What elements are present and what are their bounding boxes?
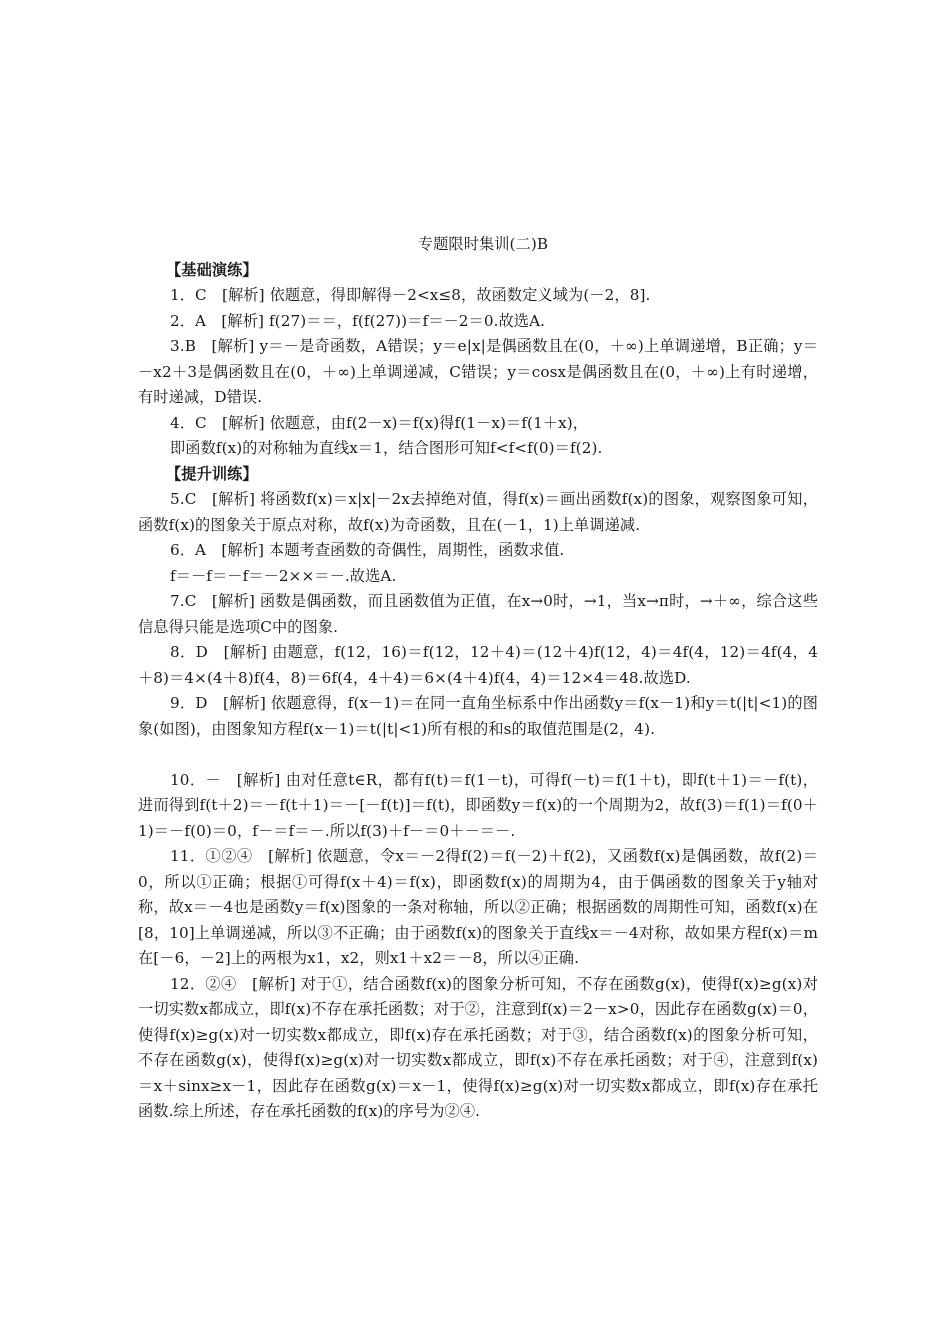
answer-item-4: 4．C [解析] 依题意，由f(2－x)＝f(x)得f(1－x)＝f(1＋x)， xyxy=(170,413,589,432)
answer-item-6: 6．A [解析] 本题考查函数的奇偶性，周期性，函数求值. xyxy=(170,541,565,559)
answer-item-8: 8．D [解析] 由题意，f(12，16)＝f(12，12＋4)＝(12＋4)f(12，4)＝4f(4，12)＝4f(4，4＋8)＝4×(4＋8)f(4，8)＝6f(4，4＋4)＝6×(4＋4)f(4，4)＝12×4＝48.故选D. xyxy=(138,643,818,687)
answer-item-1: 1．C [解析] 依题意，得即解得－2<x≤8，故函数定义域为(－2，8]. xyxy=(170,286,651,304)
answer-item-7: 7.C [解析] 函数是偶函数，而且函数值为正值，在x→0时，→1，当x→π时，→＋∞，综合这些信息得只能是选项C中的图象. xyxy=(138,592,818,636)
answer-item-10: 10．－ [解析] 由对任意t∈R，都有f(t)＝f(1－t)，可得f(－t)＝f(1＋t)，即f(t＋1)＝－f(t)，进而得到f(t＋2)＝－f(t＋1)＝－[－f(t)]＝f(t)，即函数y＝f(x)的一个周期为2，故f(3)＝f(1)＝f(0＋1)＝－f(0)＝0，f－＝f＝－.所以f(3)＋f－＝0＋－＝－. xyxy=(138,770,818,840)
paragraph-gap xyxy=(138,742,818,768)
document-title: 专题限时集训(二)B xyxy=(417,235,549,253)
answer-item-11: 11．①②④ [解析] 依题意，令x＝－2得f(2)＝f(－2)＋f(2)，又函数f(x)是偶函数，故f(2)＝0，所以①正确；根据①可得f(x＋4)＝f(x)，即函数f(x)的周期为4，由于偶函数的图象关于y轴对称，故x＝－4也是函数y＝f(x)图象的一条对称轴，所以②正确；根据函数的周期性可知，函数f(x)在[8，10]上单调递减，所以③不正确；由于函数f(x)的图象关于直线x＝－4对称，故如果方程f(x)＝m在[－6，－2]上的两根为x1，x2，则x1＋x2＝－8，所以④正确. xyxy=(138,847,818,967)
section-heading-basic: 【基础演练】 xyxy=(166,260,258,279)
answer-item-3: 3.B [解析] y＝－是奇函数，A错误；y＝e|x|是偶函数且在(0，＋∞)上单调递增，B正确；y＝－x2＋3是偶函数且在(0，＋∞)上单调递减，C错误；y＝cosx是偶函数且在(0，＋∞)上有时递增，有时递减，D错误. xyxy=(138,337,818,406)
document-body xyxy=(138,232,818,1125)
answer-item-5: 5.C [解析] 将函数f(x)＝x|x|－2x去掉绝对值，得f(x)＝画出函数f(x)的图象，观察图象可知，函数f(x)的图象关于原点对称，故f(x)为奇函数，且在(－1，1)上单调递减. xyxy=(138,490,818,534)
answer-item-2: 2．A [解析] f(27)＝＝，f(f(27))＝f＝－2＝0.故选A. xyxy=(170,311,546,330)
answer-item-6-continued: f＝－f＝－f＝－2××＝－.故选A. xyxy=(170,566,397,585)
answer-item-9: 9．D [解析] 依题意得，f(x－1)＝在同一直角坐标系中作出函数y＝f(x－1)和y＝t(|t|<1)的图象(如图)，由图象知方程f(x－1)＝t(|t|<1)所有根的和s的取值范围是(2，4). xyxy=(138,694,818,738)
answer-item-4-continued: 即函数f(x)的对称轴为直线x＝1，结合图形可知f<f<f(0)＝f(2). xyxy=(170,439,603,457)
section-heading-advanced: 【提升训练】 xyxy=(166,464,258,483)
answer-item-12: 12．②④ [解析] 对于①，结合函数f(x)的图象分析可知，不存在函数g(x)，使得f(x)≥g(x)对一切实数x都成立，即f(x)不存在承托函数；对于②，注意到f(x)＝2－x>0，因此存在函数g(x)＝0，使得f(x)≥g(x)对一切实数x都成立，即f(x)存在承托函数；对于③，结合函数f(x)的图象分析可知，不存在函数g(x)，使得f(x)≥g(x)对一切实数x都成立，即f(x)不存在承托函数；对于④，注意到f(x)＝x＋sinx≥x－1，因此存在函数g(x)＝x－1，使得f(x)≥g(x)对一切实数x都成立，即f(x)存在承托函数.综上所述，存在承托函数的f(x)的序号为②④. xyxy=(138,974,818,1120)
